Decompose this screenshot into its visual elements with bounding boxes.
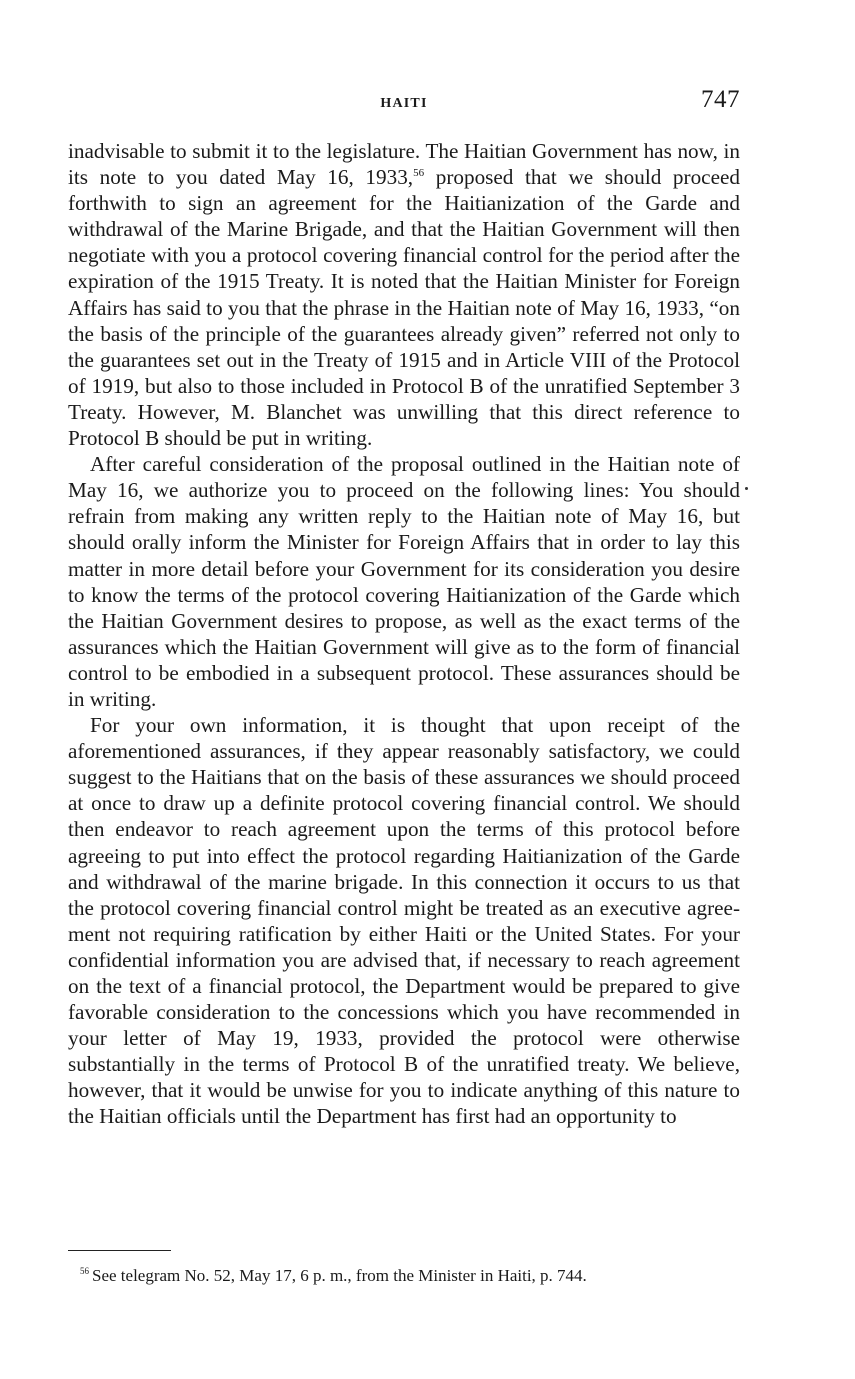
paragraph-1-text-start: inadvisable to submit it to the legislature. The Haitian Government has now, in its note to you dated May 16, 1933, [68,139,740,190]
paragraph-1-text-rest: proposed that we should proceed forthwith to sign an agreement for the Haitianization of the Garde and withdrawal of the Marine Brigade, and that the Haitian Government will then negotiate with you a protocol covering financial control for the period after the expiration of the 1915 Treaty. It is noted that the Haitian Minister for Foreign Affairs has said to you that the phrase in the Haitian note of May 16, 1933, “on the basis of the principle of the guarantees already given” referred not only to the guarantees set out in the Treaty of 1915 and in Article VIII of the Protocol of 1919, but also to those included in Protocol B of the unratified September 3 Treaty. However, M. Blanchet was unwilling that this direct reference to Protocol B should be put in writing. [68,165,740,451]
page-number: 747 [701,86,740,113]
running-title: HAITI [380,96,428,111]
footnote-text: See telegram No. 52, May 17, 6 p. m., from the Minister in Haiti, p. 744. [92,1266,587,1285]
body-text [68,138,740,1130]
footnote [80,1265,740,1287]
paragraph-3: For your own information, it is thought that upon receipt of the aforementioned assurances, if they appear reasonably satisfactory, we could suggest to the Haitians that on the basis of these assurances we should proceed at once to draw up a definite protocol covering financial control. We should then endeavor to reach agreement upon the terms of this protocol before agreeing to put into effect the protocol regarding Haitianization of the Garde and withdrawal of the marine brigade. In this connection it occurs to us that the protocol covering financial control might be treated as an executive agreement not requiring ratification by either Haiti or the United States. For your confidential information you are advised that, if necessary to reach agreement on the text of a financial protocol, the Department would be prepared to give favorable consideration to the concessions which you have recommended in your letter of May 19, 1933, provided the protocol were otherwise substantially in the terms of Protocol B of the unratified treaty. We believe, however, that it would be unwise for you to indicate anything of this nature to the Haitian officials until the Department has first had an opportunity to [68,713,740,1129]
footnote-mark: 56 [80,1266,89,1277]
footnote-divider [68,1250,171,1251]
footnote-reference: 56 [413,167,425,180]
print-speck [745,487,748,490]
running-head [68,86,740,120]
paragraph-2: After careful consideration of the proposal outlined in the Haitian note of May 16, we authorize you to proceed on the following lines: You should refrain from making any written reply to the Haitian note of May 16, but should orally inform the Minister for Foreign Affairs that in order to lay this matter in more detail before your Government for its consideration you desire to know the terms of the protocol covering Haitianization of the Garde which the Haitian Government desires to propose, as well as the exact terms of the assurances which the Haitian Government will give as to the form of financial control to be embodied in a subsequent protocol. These assurances should be in writing. [68,452,740,711]
paragraph-1 [68,138,740,451]
